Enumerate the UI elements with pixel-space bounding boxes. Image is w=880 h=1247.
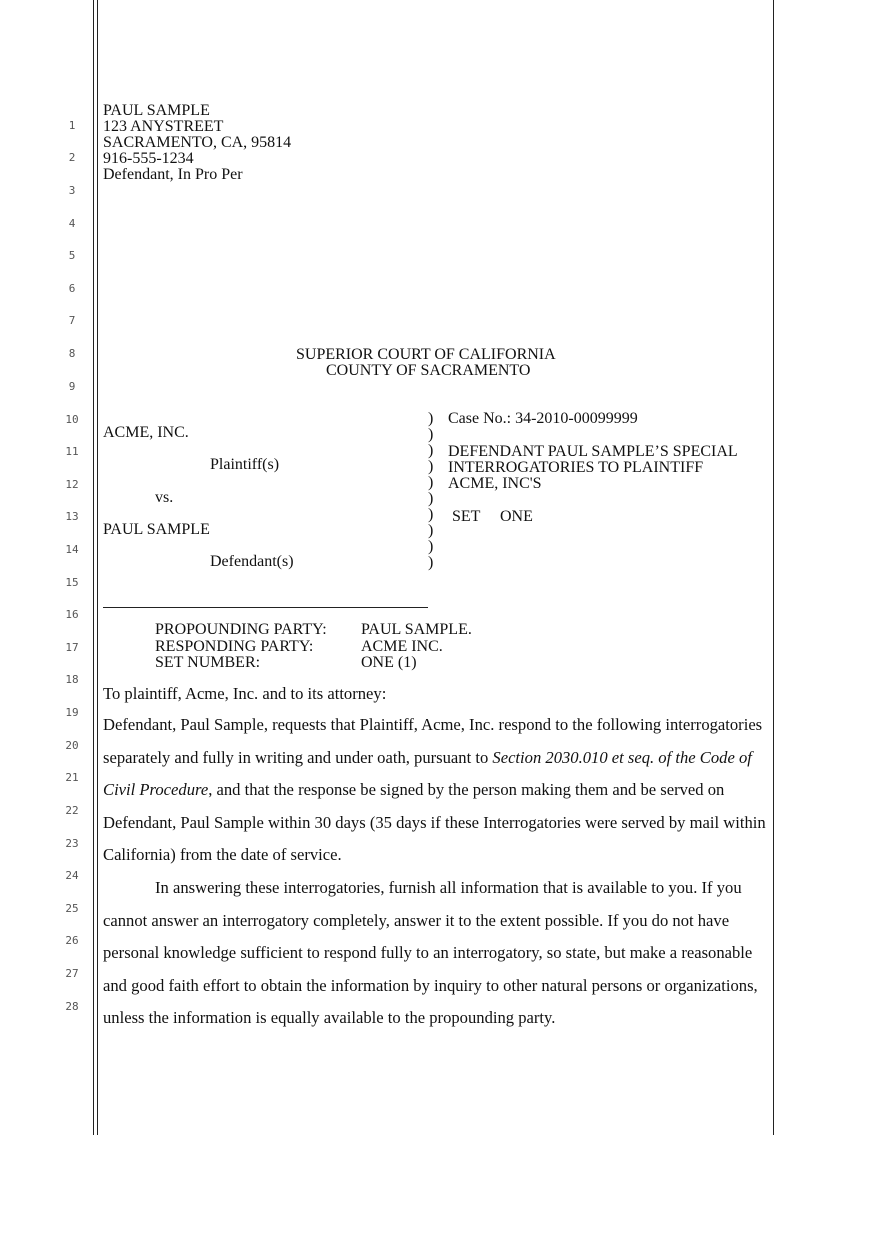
statute-citation: Section 2030.010 et seq. of the Code of Civil Procedure	[103, 747, 752, 800]
header-name: PAUL SAMPLE	[103, 102, 210, 119]
request-text-end: , and that the response be signed by the person making them and be served on Defendant, Paul Sample within 30 days (35 days if these Interrogatories were served by mail within California) from the date of service.	[103, 780, 766, 865]
line-number: 16	[65, 608, 79, 621]
line-number: 13	[65, 510, 79, 523]
court-county: COUNTY OF SACRAMENTO	[326, 362, 531, 379]
defendant-label: Defendant(s)	[210, 553, 294, 570]
defendant-name: PAUL SAMPLE	[103, 521, 210, 538]
line-number: 17	[65, 641, 79, 654]
propounding-party-label: PROPOUNDING PARTY:	[155, 621, 327, 638]
line-number: 4	[68, 217, 76, 230]
line-number: 15	[65, 576, 79, 589]
line-number: 18	[65, 673, 79, 686]
line-number: 24	[65, 869, 79, 882]
line-number: 27	[65, 967, 79, 980]
header-street: 123 ANYSTREET	[103, 118, 224, 135]
line-number: 10	[65, 413, 79, 426]
request-text-start: Defendant, Paul Sample, requests that Plaintiff, Acme, Inc. respond to the following interrogatories separately and fully in writing and under oath, pursuant to	[103, 715, 763, 767]
line-number: 1	[68, 119, 76, 132]
case-number: Case No.: 34-2010-00099999	[448, 410, 638, 427]
salutation: To plaintiff, Acme, Inc. and to its attorney:	[103, 684, 387, 703]
header-phone: 916-555-1234	[103, 150, 194, 167]
line-number: 11	[65, 445, 79, 458]
line-number: 28	[65, 1000, 79, 1013]
set-label: SET	[452, 508, 481, 525]
request-paragraph	[103, 709, 768, 872]
header-role: Defendant, In Pro Per	[103, 166, 243, 183]
caption-paren: )	[428, 458, 434, 475]
caption-paren: )	[428, 474, 434, 491]
caption-paren: )	[428, 490, 434, 507]
set-number-label: SET NUMBER:	[155, 654, 261, 671]
line-number: 20	[65, 739, 79, 752]
line-number: 14	[65, 543, 79, 556]
line-number: 3	[68, 184, 76, 197]
responding-party-label: RESPONDING PARTY:	[155, 638, 314, 655]
instructions-paragraph: In answering these interrogatories, furnish all information that is available to you. If you cannot answer an interrogatory completely, answer it to the extent possible. If you do not have personal knowledge sufficient to respond fully to an interrogatory, so state, but make a reasonable and good faith effort to obtain the information by inquiry to other natural persons or organizations, unless the information is equally available to the propounding party.	[103, 877, 758, 1028]
plaintiff-label: Plaintiff(s)	[210, 456, 280, 473]
line-number: 8	[68, 347, 76, 360]
line-number: 9	[68, 380, 76, 393]
line-number: 7	[68, 314, 76, 327]
right-margin-rule	[773, 0, 774, 1135]
caption-paren: )	[428, 506, 434, 523]
responding-party-value: ACME INC.	[361, 638, 443, 655]
document-title-line1: DEFENDANT PAUL SAMPLE’S SPECIAL	[448, 443, 738, 460]
caption-paren: )	[428, 426, 434, 443]
document-title-line3: ACME, INC'S	[448, 475, 542, 492]
line-number: 22	[65, 804, 79, 817]
versus: vs.	[155, 489, 174, 506]
line-number: 25	[65, 902, 79, 915]
line-number: 23	[65, 837, 79, 850]
line-number: 12	[65, 478, 79, 491]
line-number: 6	[68, 282, 76, 295]
left-margin-rule-outer	[93, 0, 94, 1135]
caption-paren: )	[428, 554, 434, 571]
line-number: 19	[65, 706, 79, 719]
line-number: 21	[65, 771, 79, 784]
line-number: 26	[65, 934, 79, 947]
caption-paren: )	[428, 538, 434, 555]
document-title-line2: INTERROGATORIES TO PLAINTIFF	[448, 459, 704, 476]
line-number: 5	[68, 249, 76, 262]
set-number-value: ONE (1)	[361, 654, 417, 671]
set-value: ONE	[500, 508, 533, 525]
court-name: SUPERIOR COURT OF CALIFORNIA	[296, 346, 556, 363]
caption-paren: )	[428, 522, 434, 539]
line-number: 2	[68, 151, 76, 164]
left-margin-rule-inner	[97, 0, 98, 1135]
caption-paren: )	[428, 410, 434, 427]
caption-underline	[103, 607, 428, 608]
document-body	[103, 709, 768, 1035]
propounding-party-value: PAUL SAMPLE.	[361, 621, 472, 638]
plaintiff-name: ACME, INC.	[103, 424, 189, 441]
caption-paren: )	[428, 442, 434, 459]
header-city: SACRAMENTO, CA, 95814	[103, 134, 292, 151]
